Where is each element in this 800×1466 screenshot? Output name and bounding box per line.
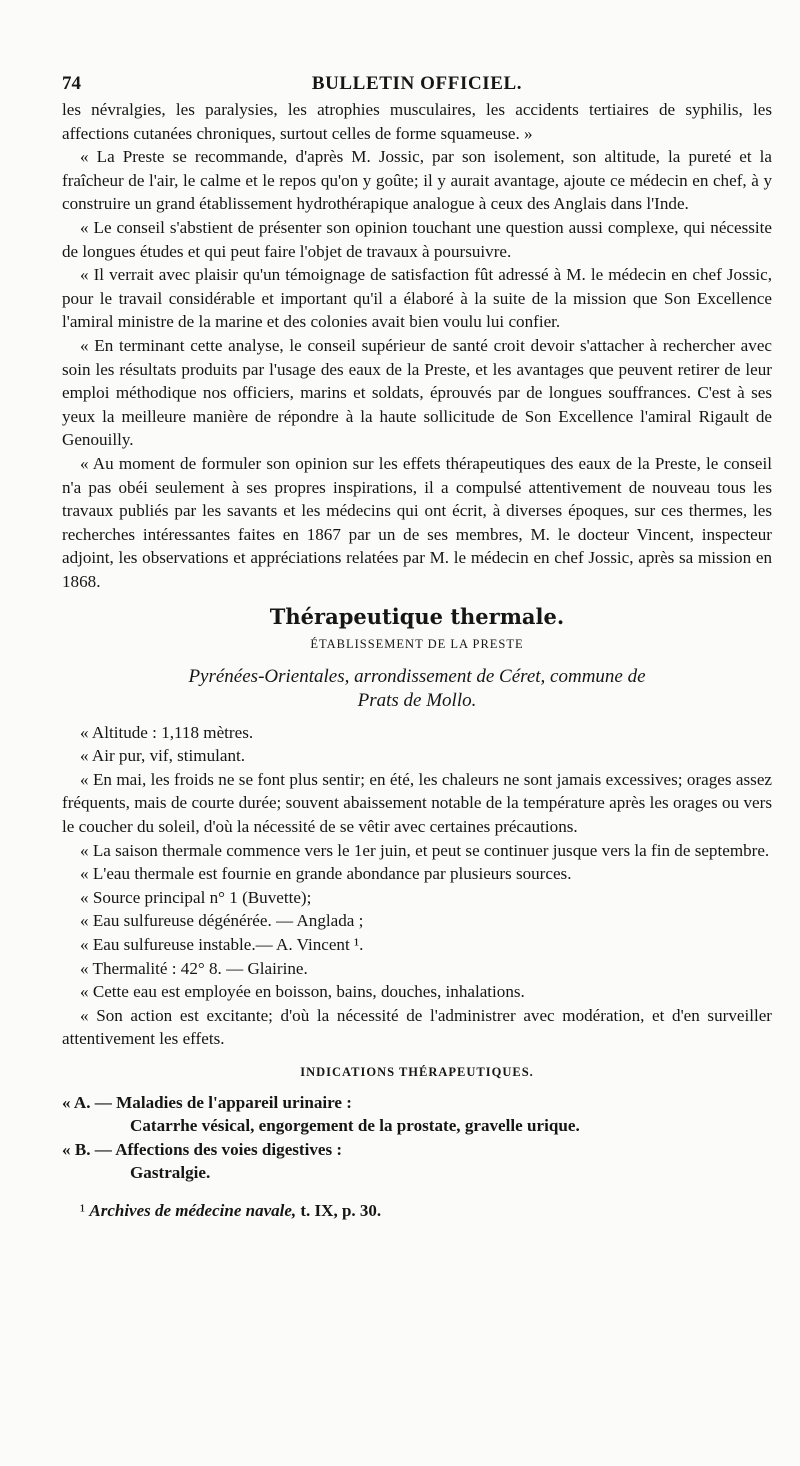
paragraph: les névralgies, les paralysies, les atrophies musculaires, les accidents tertiaires de syphilis, les affections cutanées chroniques, surtout celles de forme squameuse. » — [62, 100, 772, 143]
paragraph: « Au moment de formuler son opinion sur les effets thérapeutiques des eaux de la Preste, le conseil n'a pas obéi seulement à ses propres inspirations, il a compulsé attentivement de nouveau tous les travaux publiés par les savants et les médecins qui ont écrit, à diverses époques, sur ces thermes, les recherches intéressantes faites en 1867 par un de ses membres, M. le docteur Vincent, inspecteur adjoint, les observations et appréciations relatées par M. le médecin en chef Jossic, après sa mission en 1868. — [62, 453, 772, 591]
indication-label: « A. — Maladies de l'appareil urinaire : — [62, 1092, 352, 1112]
location-line-2: Prats de Mollo. — [357, 689, 477, 711]
indications-title: INDICATIONS THÉRAPEUTIQUES. — [300, 1064, 534, 1079]
detail-line: « Eau sulfureuse dégénérée. — Anglada ; — [80, 911, 364, 931]
paragraph: « Le conseil s'abstient de présenter son opinion touchant une question aussi complexe, qui nécessite de longues études et qui peut faire l'objet de travaux à poursuivre. — [62, 217, 772, 261]
detail-line: « Thermalité : 42° 8. — Glairine. — [80, 958, 308, 978]
detail-line: « En mai, les froids ne se font plus sentir; en été, les chaleurs ne sont jamais excessives; orages assez fréquents, mais de courte durée; souvent abaissement notable de la température après les orages ou vers le coucher du soleil, d'où la nécessité de se vêtir avec certaines précautions. — [62, 769, 772, 837]
paragraph: « Il verrait avec plaisir qu'un témoignage de satisfaction fût adressé à M. le médecin en chef Jossic, pour le travail considérable et important qu'il a élaboré à la suite de la mission que Son Excellence l'amiral ministre de la marine et des colonies avait bien voulu lui confier. — [62, 265, 772, 332]
detail-line: « Altitude : 1,118 mètres. — [80, 722, 254, 742]
indication-label: « B. — Affections des voies digestives : — [62, 1139, 343, 1159]
detail-line: « Son action est excitante; d'où la nécessité de l'administrer avec modération, et d'en surveiller attentivement les effets. — [62, 1005, 772, 1049]
detail-line: « La saison thermale commence vers le 1er juin, et peut se continuer jusque vers la fin de septembre. — [80, 840, 770, 860]
detail-line: « Source principal n° 1 (Buvette); — [80, 887, 312, 907]
indication-detail: Catarrhe vésical, engorgement de la prostate, gravelle urique. — [130, 1116, 580, 1136]
page-number: 74 — [62, 73, 81, 94]
footnote-marker: ¹ — [80, 1200, 86, 1220]
running-title: BULLETIN OFFICIEL. — [311, 73, 523, 94]
footnote — [62, 1199, 772, 1223]
footnote-title: Archives de médecine navale, — [89, 1200, 297, 1220]
detail-line: « Cette eau est employée en boisson, bains, douches, inhalations. — [80, 982, 525, 1002]
page-header — [62, 72, 772, 98]
footnote-ref: t. IX, p. 30. — [296, 1200, 382, 1220]
paragraph: « En terminant cette analyse, le conseil supérieur de santé croit devoir s'attacher à rechercher avec soin les résultats produits par l'usage des eaux de la Preste, et les avantages que peuvent retirer de leur emploi méthodique nos officiers, marins et soldats, éprouvés par de longues souffrances. C'est à ses yeux la meilleure manière de répondre à la haute sollicitude de Son Excellence l'amiral Rigault de Genouilly. — [62, 335, 772, 450]
section-title: Thérapeutique thermale. — [269, 604, 565, 630]
indication-detail: Gastralgie. — [130, 1163, 211, 1183]
document-page — [62, 72, 772, 1223]
paragraph: « La Preste se recommande, d'après M. Jossic, par son isolement, son altitude, la pureté et la fraîcheur de l'air, le calme et le repos qu'on y goûte; il y aurait avantage, ajoute ce médecin en chef, à y construire un grand établissement hydrothérapique analogue à ceux des Anglais dans l'Inde. — [62, 147, 772, 214]
detail-line: « L'eau thermale est fournie en grande abondance par plusieurs sources. — [80, 864, 572, 884]
section-subtitle: ÉTABLISSEMENT DE LA PRESTE — [310, 637, 524, 652]
location — [62, 665, 772, 713]
location-line-1: Pyrénées-Orientales, arrondissement de Céret, commune de — [188, 665, 646, 687]
detail-line: « Air pur, vif, stimulant. — [80, 746, 246, 766]
detail-line: « Eau sulfureuse instable.— A. Vincent ¹. — [80, 935, 364, 954]
